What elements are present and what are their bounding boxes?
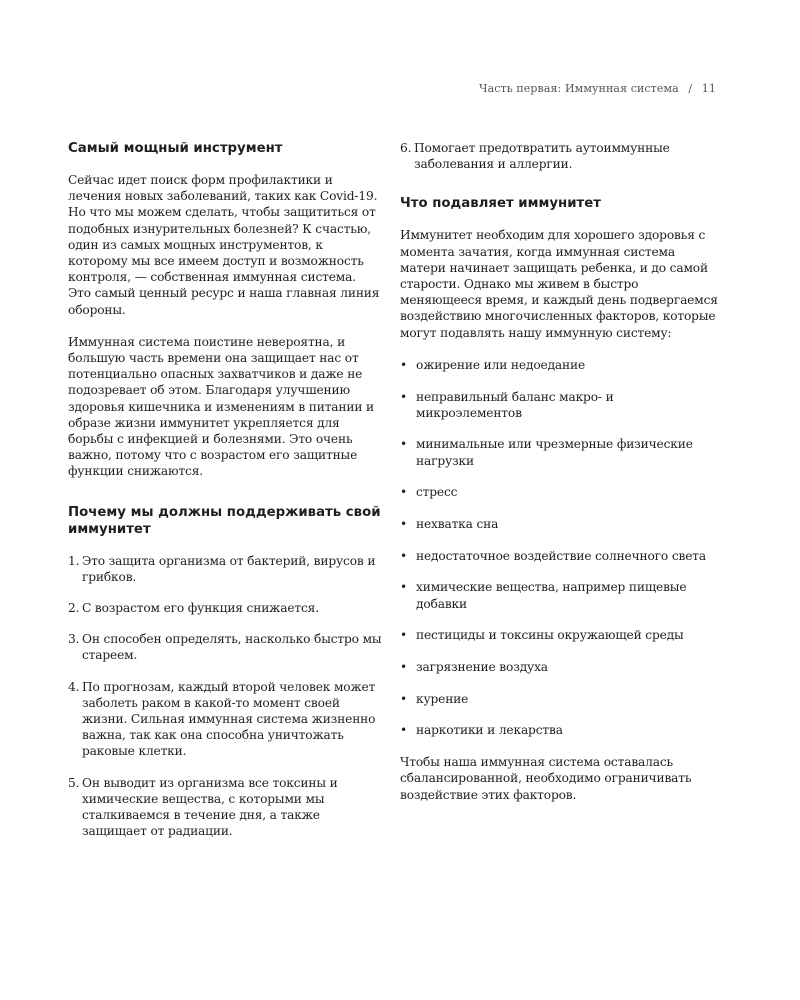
list-item-text: Это защита организма от бактерий, вирусов и грибков. bbox=[82, 553, 376, 584]
list-item-text: Он способен определять, насколько быстро мы стареем. bbox=[82, 632, 382, 663]
bullet-icon: • bbox=[400, 517, 408, 532]
bullet-icon: • bbox=[400, 628, 408, 643]
list-item bbox=[68, 553, 382, 585]
section-title-why-support: Почему мы должны поддерживать свой иммунитет bbox=[68, 504, 381, 537]
reasons-list bbox=[68, 553, 382, 840]
bullet-text: курение bbox=[416, 691, 469, 706]
section-title-powerful-tool: Самый мощный инструмент bbox=[68, 141, 283, 156]
bullet-text: недостаточное воздействие солнечного света bbox=[416, 548, 706, 563]
paragraph: Сейчас идет поиск форм профилактики и лечения новых заболеваний, таких как Covid-19. Но что мы можем сделать, чтобы защититься от подобных изнурительных болезней? К счастью, один из самых мощных инструментов, к которому мы все имеем доступ и возможность контроля, — собственная иммунная система. Это самый ценный ресурс и наша главная линия обороны. bbox=[68, 173, 380, 317]
bullet-text: загрязнение воздуха bbox=[416, 660, 548, 675]
bullet-icon: • bbox=[400, 660, 408, 675]
bullet-icon: • bbox=[400, 723, 408, 738]
bullet-item bbox=[400, 389, 720, 421]
bullet-text: стресс bbox=[416, 485, 458, 500]
bullet-item bbox=[400, 691, 720, 707]
bullet-icon: • bbox=[400, 437, 408, 452]
list-number: 6. bbox=[400, 141, 412, 155]
list-item bbox=[68, 775, 382, 840]
paragraph: Иммунная система поистине невероятна, и большую часть времени она защищает нас от потенциально опасных захватчиков и даже не подозревает об этом. Благодаря улучшению здоровья кишечника и изменениям в питании и образе жизни иммунитет укрепляется для борьбы с инфекцией и болезнями. Это очень важно, потому что с возрастом его защитные функции снижаются. bbox=[68, 334, 375, 479]
running-head bbox=[479, 82, 716, 95]
list-number: 5. bbox=[68, 775, 80, 790]
chapter-label: Иммунная система bbox=[564, 82, 679, 95]
bullet-text: пестициды и токсины окружающей среды bbox=[416, 628, 684, 643]
right-column bbox=[400, 140, 720, 819]
list-number: 3. bbox=[68, 632, 80, 647]
bullet-text: минимальные или чрезмерные физические нагрузки bbox=[416, 437, 693, 468]
list-item bbox=[68, 679, 382, 760]
bullet-item bbox=[400, 722, 720, 738]
bullet-item bbox=[400, 516, 720, 532]
list-item-text: Помогает предотвратить аутоиммунные заболевания и аллергии. bbox=[414, 141, 670, 172]
list-item bbox=[68, 631, 382, 663]
bullet-item bbox=[400, 627, 720, 643]
list-number: 4. bbox=[68, 679, 80, 694]
bullet-text: ожирение или недоедание bbox=[416, 357, 586, 372]
reasons-list-continued bbox=[400, 140, 720, 172]
paragraph: Иммунитет необходим для хорошего здоровья с момента зачатия, когда иммунная система матери начинает защищать ребенка, и до самой старости. Однако мы живем в быстро меняющееся время, и каждый день подвергаемся воздействию многочисленных факторов, которые могут подавлять нашу иммунную систему: bbox=[400, 228, 718, 340]
paragraph: Чтобы наша иммунная система оставалась сбалансированной, необходимо ограничивать воздействие этих факторов. bbox=[400, 755, 692, 802]
bullet-item bbox=[400, 579, 720, 611]
bullet-icon: • bbox=[400, 580, 408, 595]
bullet-icon: • bbox=[400, 389, 408, 404]
bullet-item bbox=[400, 357, 720, 373]
part-label: Часть первая: bbox=[478, 82, 562, 95]
bullet-icon: • bbox=[400, 691, 408, 706]
list-item-text: С возрастом его функция снижается. bbox=[82, 601, 319, 616]
left-column bbox=[68, 140, 382, 855]
bullet-text: нехватка сна bbox=[416, 517, 499, 532]
list-item-text: По прогнозам, каждый второй человек может заболеть раком в какой-то момент своей жизни. Сильная иммунная система жизненно важна, так как она способна уничтожать раковые клетки. bbox=[82, 679, 376, 759]
list-number: 1. bbox=[68, 553, 80, 568]
list-item bbox=[400, 140, 720, 172]
bullet-icon: • bbox=[400, 548, 408, 563]
bullet-item bbox=[400, 436, 720, 468]
list-item-text: Он выводит из организма все токсины и химические вещества, с которыми мы сталкиваемся в течение дня, а также защищает от радиации. bbox=[82, 775, 338, 839]
bullet-item bbox=[400, 484, 720, 500]
section-title-what-suppresses: Что подавляет иммунитет bbox=[400, 196, 601, 212]
bullet-icon: • bbox=[400, 485, 408, 500]
bullet-item bbox=[400, 548, 720, 564]
list-number: 2. bbox=[68, 601, 80, 616]
factors-list bbox=[400, 357, 720, 739]
bullet-text: неправильный баланс макро- и микроэлементов bbox=[416, 389, 614, 420]
bullet-text: наркотики и лекарства bbox=[416, 723, 563, 738]
list-item bbox=[68, 600, 382, 616]
bullet-item bbox=[400, 659, 720, 675]
bullet-icon: • bbox=[400, 357, 408, 372]
header-separator: / bbox=[688, 82, 693, 95]
page-number: 11 bbox=[701, 82, 716, 95]
bullet-text: химические вещества, например пищевые добавки bbox=[416, 580, 687, 611]
